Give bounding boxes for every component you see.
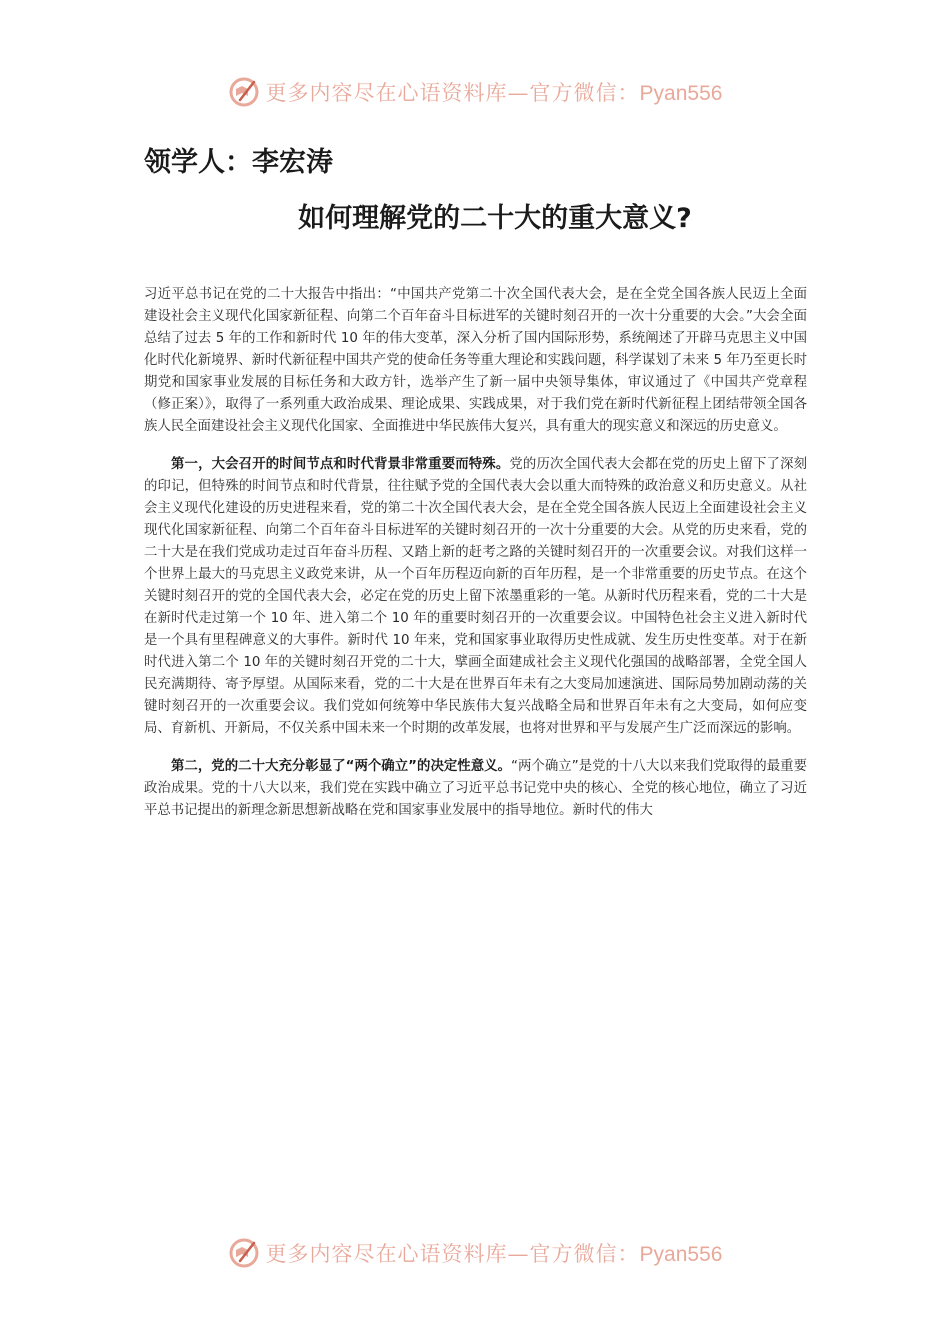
banner-wechat-id: Pyan556 (639, 1243, 723, 1266)
banner-slogan: 更多内容尽在心语资料库—官方微信： (265, 81, 640, 105)
document-title: 如何理解党的二十大的重大意义? (298, 203, 692, 234)
document-body (144, 284, 807, 838)
point-one-paragraph (144, 454, 807, 740)
banner-slogan: 更多内容尽在心语资料库—官方微信： (265, 1242, 640, 1266)
banner-text (266, 77, 723, 107)
lead-study-line: 领学人：李宏涛 (144, 147, 333, 178)
point-one-heading: 第一，大会召开的时间节点和时代背景非常重要而特殊。 (171, 457, 510, 472)
top-banner (0, 72, 950, 112)
point-two-paragraph (144, 756, 807, 822)
point-two-heading: 第二，党的二十大充分彰显了“两个确立”的决定性意义。 (171, 759, 512, 774)
point-one-text: 党的历次全国代表大会都在党的历史上留下了深刻的印记，但特殊的时间节点和时代背景，往往赋予党的全国代表大会以重大而特殊的政治意义和历史意义。从社会主义现代化建设的历史进程来看，党的第二十次全国代表大会，是在全党全国各族人民迈上全面建设社会主义现代化国家新征程、向第二个百年奋斗目标进军的关键时刻召开的一次十分重要的大会。从党的历史来看，党的二十大是在我们党成功走过百年奋斗历程、又踏上新的赶考之路的关键时刻召开的一次重要会议。对我们这样一个世界上最大的马克思主义政党来讲，从一个百年历程迈向新的百年历程，是一个非常重要的历史节点。在这个关键时刻召开的党的全国代表大会，必定在党的历史上留下浓墨重彩的一笔。从新时代历程来看，党的二十大是在新时代走过第一个 10 年、进入第二个 10 年的重要时刻召开的一次重要会议。中国特色社会主义进入新时代是一个具有里程碑意义的大事件。新时代 10 年来，党和国家事业取得历史性成就、发生历史性变革。对于在新时代进入第二个 10 年的关键时刻召开党的二十大，擘画全面建成社会主义现代化强国的战略部署，全党全国人民充满期待、寄予厚望。从国际来看，党的二十大是在世界百年未有之大变局加速演进、国际局势加剧动荡的关键时刻召开的一次重要会议。我们党如何统筹中华民族伟大复兴战略全局和世界百年未有之大变局，如何应变局、育新机、开新局，不仅关系中国未来一个时期的改革发展，也将对世界和平与发展产生广泛而深远的影响。 (144, 457, 807, 736)
banner-text (266, 1238, 723, 1268)
book-quill-logo-icon (228, 76, 260, 108)
intro-paragraph: 习近平总书记在党的二十大报告中指出：“中国共产党第二十次全国代表大会，是在全党全国各族人民迈上全面建设社会主义现代化国家新征程、向第二个百年奋斗目标进军的关键时刻召开的一次十分重要的大会。”大会全面总结了过去 5 年的工作和新时代 10 年的伟大变革，深入分析了国内国际形势，系统阐述了开辟马克思主义中国化时代化新境界、新时代新征程中国共产党的使命任务等重大理论和实践问题，科学谋划了未来 5 年乃至更长时期党和国家事业发展的目标任务和大政方针，选举产生了新一届中央领导集体，审议通过了《中国共产党章程（修正案）》，取得了一系列重大政治成果、理论成果、实践成果，对于我们党在新时代新征程上团结带领全国各族人民全面建设社会主义现代化国家、全面推进中华民族伟大复兴，具有重大的现实意义和深远的历史意义。 (144, 287, 807, 434)
point-two-text: “两个确立”是党的十八大以来我们党取得的最重要政治成果。党的十八大以来，我们党在实践中确立了习近平总书记党中央的核心、全党的核心地位，确立了习近平总书记提出的新理念新思想新战略在党和国家事业发展中的指导地位。新时代的伟大 (144, 759, 807, 818)
book-quill-logo-icon (228, 1237, 260, 1269)
banner-wechat-id: Pyan556 (639, 82, 723, 105)
bottom-banner (0, 1233, 950, 1273)
